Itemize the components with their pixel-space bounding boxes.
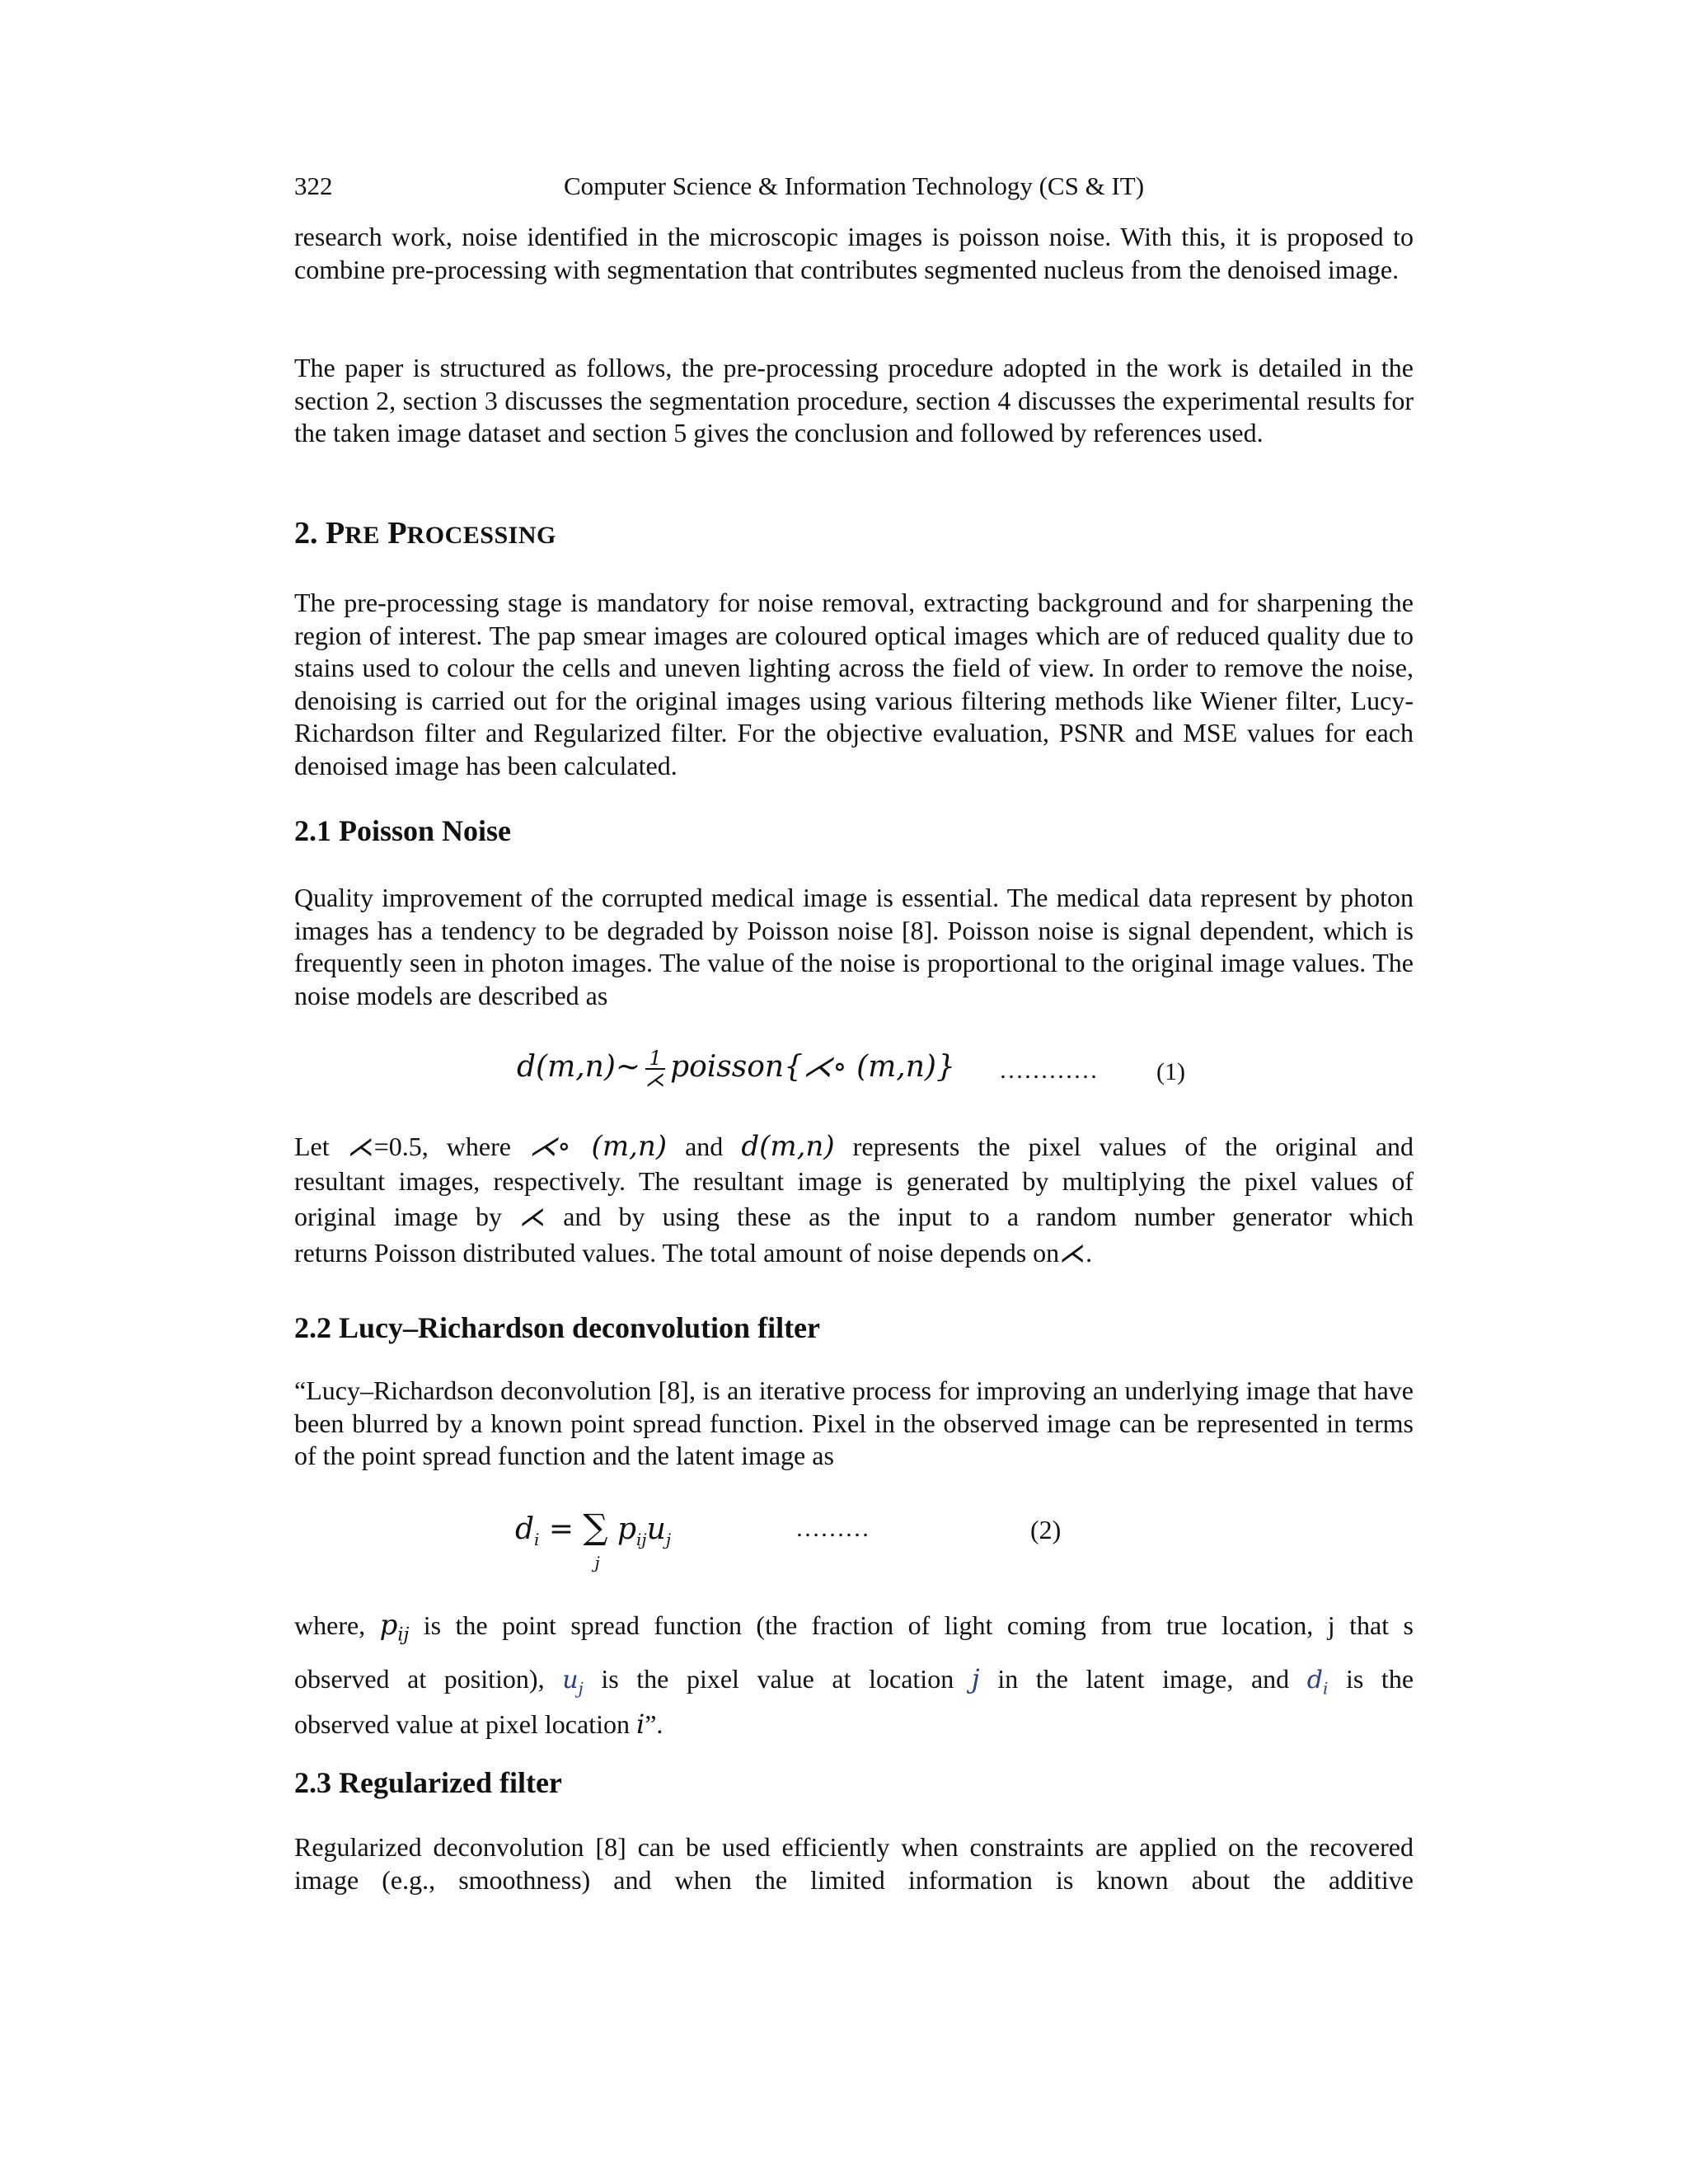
subsection-2-3-para: [294, 1831, 1414, 1896]
subsection-title: 2.1 Poisson Noise: [294, 814, 512, 847]
equation-2: $d_i$ = ∑ j $p_{ij}u_j$: [515, 1507, 672, 1572]
intro-para-2-text: The paper is structured as follows, the pre-processing procedure adopted in the work is detailed in the section 2, section 3 discusses the segmentation procedure, section 4 discusses the experimental results for the taken image dataset and section 5 gives the conclusion and followed by references used.: [294, 353, 1414, 448]
intro-para-1-text: research work, noise identified in the microscopic images is poisson noise. With this, it is proposed to combine pre-processing with segmentation that contributes segmented nucleus from the denoised image.: [294, 222, 1414, 284]
lambda-explanation: Let ⋌=0.5, where ⋌∘ (m,n) and d(m,n) represents the pixel values of the original and resultant images, respectively. The resultant image is generated by multiplying the pixel values of original image by ⋌ and by using these as the input to a random number generator which returns Poisson distributed values. The total amount of noise depends on⋌.: [294, 1130, 1414, 1268]
lucy-richardson-text: “Lucy–Richardson deconvolution [8], is an iterative process for improving an underlying image that have been blurred by a known point spread function. Pixel in the observed image can be represented in terms of the point spread function and the latent image as: [294, 1376, 1414, 1470]
subsection-2-1-para: [294, 882, 1414, 1012]
intro-para-2: [294, 352, 1414, 450]
subsection-2-2-para: [294, 1375, 1414, 1473]
equation-2-dots: ………: [795, 1515, 870, 1542]
regularized-text: Regularized deconvolution [8] can be used efficiently when constraints are applied on the recovered image (e.g., smoothness) and when the limited information is known about the additive: [294, 1832, 1414, 1895]
fraction: $\frac{1}{⋌}$: [645, 1047, 666, 1091]
intro-para-1: [294, 221, 1414, 286]
equation-1-dots: …………: [999, 1057, 1098, 1084]
page-number: 322: [294, 171, 333, 200]
equation-1-number: (1): [1156, 1058, 1185, 1085]
page-header: [294, 171, 1414, 204]
section-2-para: [294, 587, 1414, 782]
section-heading: 2. PRE PROCESSING: [294, 516, 556, 551]
running-title: Computer Science & Information Technology (CS & IT): [563, 171, 1145, 200]
subsection-title: 2.2 Lucy–Richardson deconvolution filter: [294, 1311, 821, 1344]
subsection-2-2-heading: [294, 1310, 1414, 1345]
subsection-title: 2.3 Regularized filter: [294, 1766, 562, 1799]
equation-1: d(m,n)~ $\frac{1}{⋌}$ poisson{⋌∘ (m,n)}: [517, 1047, 955, 1091]
subsection-2-3-heading: [294, 1765, 1414, 1800]
section-2-heading: [294, 515, 1414, 551]
poisson-text: Quality improvement of the corrupted medical image is essential. The medical data represent by photon images has a tendency to be degraded by Poisson noise [8]. Poisson noise is signal dependent, which is frequently seen in photon images. The value of the noise is proportional to the original image values. The noise models are described as: [294, 883, 1414, 1010]
subsection-2-1-heading: [294, 813, 1414, 848]
equation-2-number: (2): [1030, 1515, 1062, 1544]
section-2-text: The pre-processing stage is mandatory for noise removal, extracting background and for sharpening the region of interest. The pap smear images are coloured optical images which are of reduced quality due to stains used to colour the cells and uneven lighting across the field of view. In order to remove the noise, denoising is carried out for the original images using various filtering methods like Wiener filter, Lucy-Richardson filter and Regularized filter. For the objective evaluation, PSNR and MSE values for each denoised image has been calculated.: [294, 588, 1414, 780]
summation-sign: ∑ j: [583, 1507, 608, 1572]
where-explanation: where, $p_{ij}$ is the point spread function (the fraction of light coming from true location, j that s observed at position), $u_j$ is the pixel value at location j in the latent image, and $d_i$ is the observed value at pixel location i”.: [294, 1609, 1414, 1740]
